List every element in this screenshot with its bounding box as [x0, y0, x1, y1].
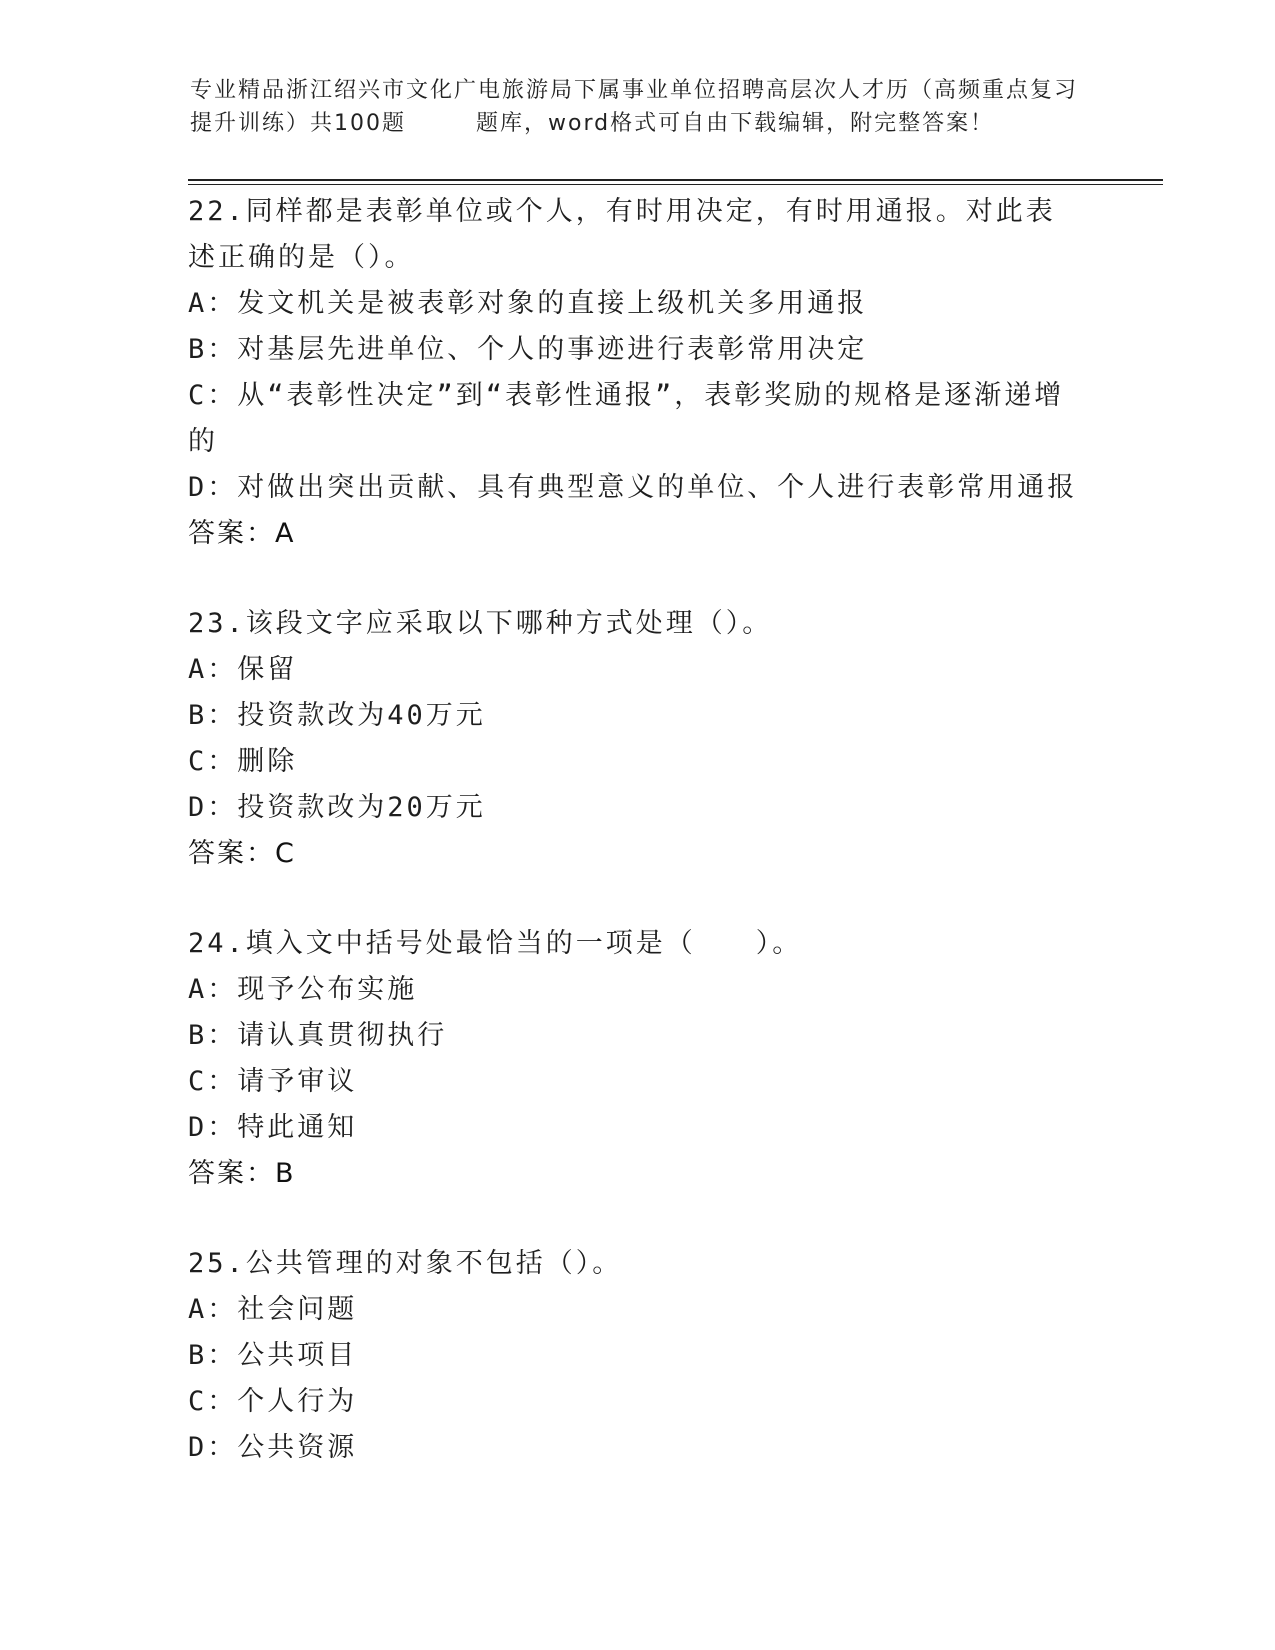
question-25: [188, 1241, 1088, 1471]
header-title-part2: 题库，word格式可自由下载编辑，附完整答案！: [476, 111, 995, 136]
header-divider-thin: [188, 184, 1163, 185]
option-b: B：投资款改为40万元: [188, 700, 486, 731]
question-24: [188, 921, 1088, 1197]
header-divider-thick: [188, 179, 1163, 181]
question-stem: 22.同样都是表彰单位或个人，有时用决定，有时用通报。对此表述正确的是（）。: [188, 196, 1056, 273]
option-b: B：对基层先进单位、个人的事迹进行表彰常用决定: [188, 334, 868, 365]
option-a: A：保留: [188, 654, 298, 685]
option-a: A：现予公布实施: [188, 974, 418, 1005]
option-d: D：投资款改为20万元: [188, 792, 486, 823]
answer-line: 答案：C: [188, 838, 296, 869]
option-a: A：发文机关是被表彰对象的直接上级机关多用通报: [188, 288, 868, 319]
option-b: B：请认真贯彻执行: [188, 1020, 448, 1051]
option-c: C：从“表彰性决定”到“表彰性通报”，表彰奖励的规格是逐渐递增的: [188, 380, 1065, 457]
question-list: [188, 189, 1088, 1515]
option-c: C：删除: [188, 746, 298, 777]
answer-line: 答案：B: [188, 1158, 296, 1189]
option-a: A：社会问题: [188, 1294, 358, 1325]
question-23: [188, 601, 1088, 877]
option-b: B：公共项目: [188, 1340, 358, 1371]
option-c: C：请予审议: [188, 1066, 358, 1097]
option-d: D：公共资源: [188, 1432, 358, 1463]
question-stem: 25.公共管理的对象不包括（）。: [188, 1248, 623, 1279]
option-d: D：对做出突出贡献、具有典型意义的单位、个人进行表彰常用通报: [188, 472, 1078, 503]
question-stem: 24.填入文中括号处最恰当的一项是（ ）。: [188, 928, 803, 959]
question-stem: 23.该段文字应采取以下哪种方式处理（）。: [188, 608, 773, 639]
document-header: [190, 74, 1090, 140]
question-22: [188, 189, 1088, 557]
option-d: D：特此通知: [188, 1112, 358, 1143]
answer-line: 答案：A: [188, 518, 296, 549]
option-c: C：个人行为: [188, 1386, 358, 1417]
header-title-part1: 专业精品浙江绍兴市文化广电旅游局下属事业单位招聘高层次人才历（高频重点复习提升训练）共100题: [190, 78, 1079, 136]
